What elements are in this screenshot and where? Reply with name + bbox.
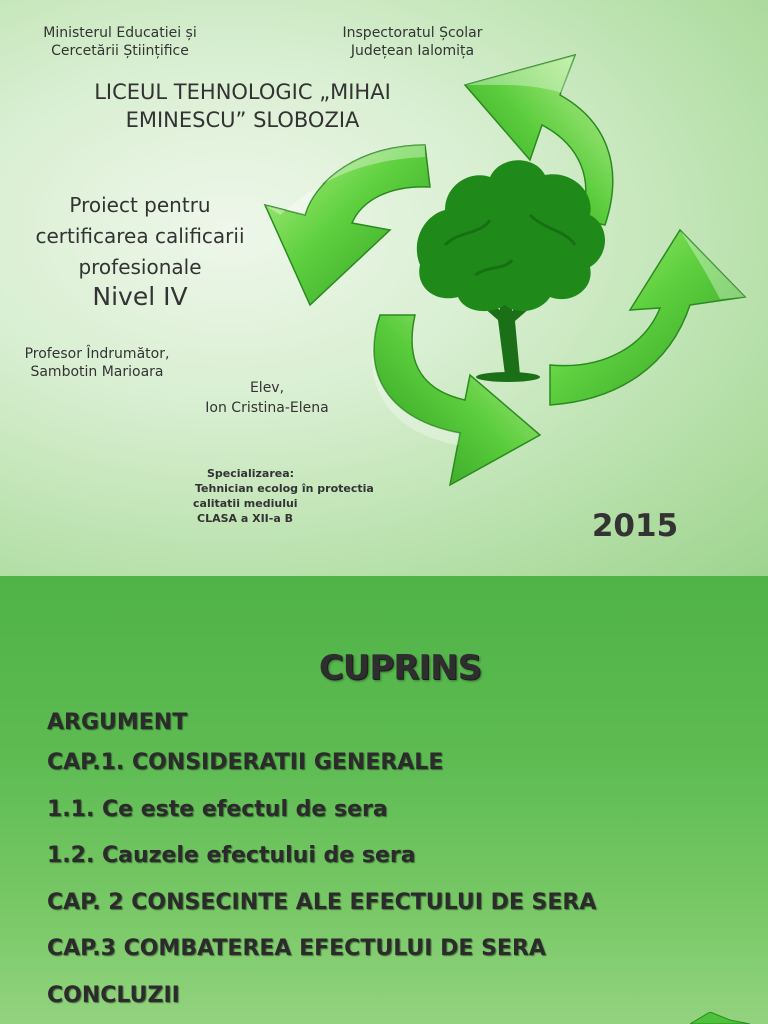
teacher-line: Sambotin Marioara — [30, 364, 164, 380]
contents-item: 1.2. Cauzele efectului de sera — [47, 843, 416, 868]
project-title — [5, 190, 275, 283]
contents-item: CONCLUZII — [47, 982, 180, 1008]
contents-item: CAP.3 COMBATEREA EFECTULUI DE SERA — [47, 936, 546, 961]
contents-item: 1.1. Ce este efectul de sera — [47, 796, 388, 822]
contents-item: CAP.1. CONSIDERATII GENERALE — [47, 750, 444, 775]
ministry-line: Ministerul Educatiei și — [43, 25, 197, 41]
school-line: EMINESCU” SLOBOZIA — [125, 108, 360, 132]
inspectorate-line: Județean Ialomița — [350, 43, 475, 59]
contents-item: ARGUMENT — [47, 710, 188, 735]
project-line: profesionale — [78, 255, 202, 279]
project-line: certificarea calificarii — [35, 224, 245, 248]
school-line: LICEUL TEHNOLOGIC „MIHAI — [94, 80, 391, 104]
year-text: 2015 — [591, 508, 679, 544]
tree-icon — [417, 160, 605, 382]
contents-title: CUPRINS — [318, 648, 482, 688]
specialization-line: CLASA a XII-a B — [197, 512, 293, 525]
arrow-tip-icon — [690, 1012, 750, 1024]
specialization-line: calitatii mediului — [193, 497, 298, 510]
ministry-line: Cercetării Științifice — [51, 43, 189, 59]
project-line: Proiect pentru — [69, 193, 211, 217]
student-line: Ion Cristina-Elena — [205, 400, 329, 416]
specialization-line: Tehnician ecolog în protectia — [195, 482, 374, 495]
specialization-line: Specializarea: — [207, 467, 295, 480]
level-text: Nivel IV — [92, 282, 188, 311]
recycle-arrows-tree-icon — [250, 15, 760, 525]
teacher-line: Profesor Îndrumător, — [24, 346, 170, 362]
arrow-top-left — [265, 145, 430, 305]
student-line: Elev, — [249, 380, 285, 396]
contents-slide — [0, 576, 768, 1024]
teacher-text — [2, 345, 192, 381]
ministry-text — [20, 24, 220, 60]
contents-item: CAP. 2 CONSECINTE ALE EFECTULUI DE SERA — [47, 889, 597, 915]
contents-list — [47, 706, 596, 1019]
inspectorate-line: Inspectoratul Școlar — [342, 25, 483, 41]
